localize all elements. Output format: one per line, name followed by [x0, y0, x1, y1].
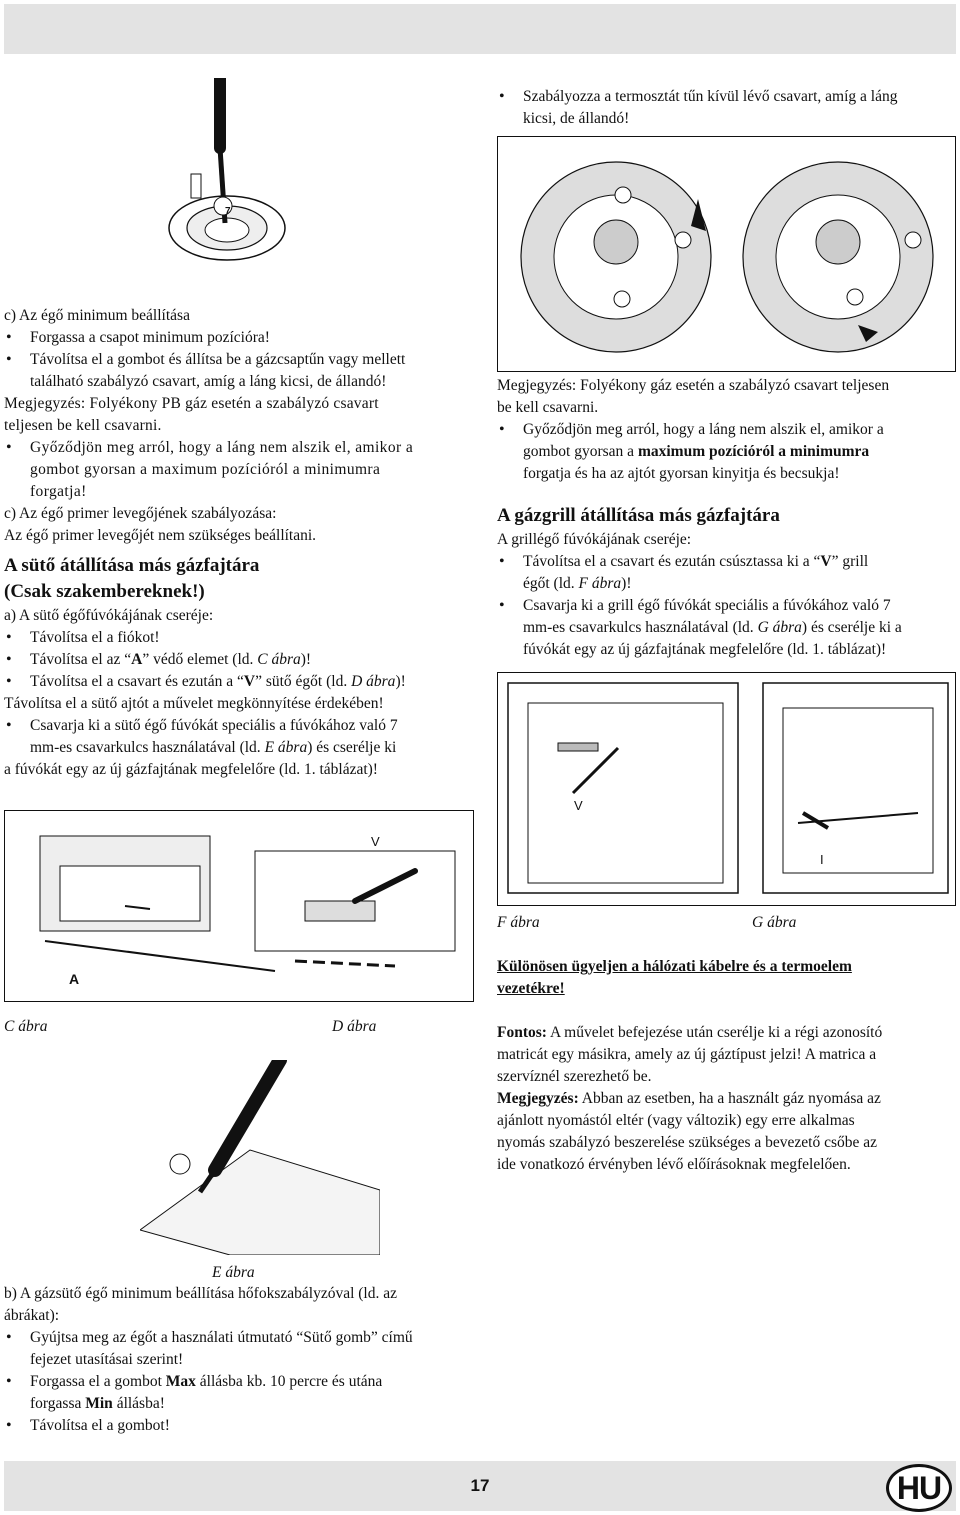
right-column-mid — [497, 375, 957, 661]
figure-thermostat — [497, 136, 956, 372]
text-line: Távolítsa el a sütő ajtót a művelet megkönnyítése érdekében! — [4, 695, 384, 712]
section-a-title: a) A sütő égőfúvókájának cseréje: — [4, 607, 214, 624]
bullet-item: • Szabályozza a termosztát tűn kívül lévő csavart, amíg a láng kicsi, de állandó! — [497, 86, 957, 130]
bullet-item: • Távolítsa el az “A” védő elemet (ld. C ábra)! — [4, 649, 472, 671]
header-bar — [4, 4, 956, 54]
section-b-title: b) A gázsütő égő minimum beállítása hőfokszabályzóval (ld. az ábrákat): — [4, 1285, 397, 1324]
note: Megjegyzés: Abban az esetben, ha a használt gáz nyomása az ajánlott nyomástól eltér (vagy változik) egy erre alkalmas nyomás szabályzó beszerelése szükséges a bevezető csőbe az ide vonatkozó érvényben lévő előírásoknak megfelelően. — [497, 1090, 881, 1173]
right-column-bottom — [497, 956, 957, 1176]
label-i-g: I — [820, 852, 824, 867]
bullet-item: • Csavarja ki a sütő égő fúvókát speciális a fúvókához való 7 mm-es csavarkulcs használatával (ld. E ábra) és cserélje ki — [4, 715, 472, 759]
label-7: 7 — [225, 206, 231, 217]
heading-grill: A gázgrill átállítása más gázfajtára — [497, 505, 780, 526]
left-column-top — [4, 305, 472, 781]
section-c-title: c) Az égő minimum beállítása — [4, 307, 190, 324]
warning: Különösen ügyeljen a hálózati kábelre és a termoelem vezetékre! — [497, 958, 852, 997]
bullet-item: • Forgassa a csapot minimum pozícióra! — [4, 327, 472, 349]
caption-e: E ábra — [212, 1264, 255, 1281]
bullet-item: • Távolítsa el a fiókot! — [4, 627, 472, 649]
thermostat-illustration — [498, 137, 955, 371]
caption-g: G ábra — [752, 914, 797, 931]
page-number: 17 — [470, 1476, 490, 1495]
caption-d: D ábra — [332, 1018, 377, 1035]
nozzle-wrench-illustration — [140, 1060, 380, 1255]
caption-f: F ábra — [497, 914, 540, 931]
important-note: Fontos: A művelet befejezése után cserélje ki a régi azonosító matricát egy másikra, amely az új gáztípust jelzi! A matrica a szervíznél szerezhető be. — [497, 1024, 883, 1085]
oven-grill-illustration — [498, 673, 955, 905]
caption-c: C ábra — [4, 1018, 48, 1035]
figure-e — [140, 1060, 380, 1255]
language-badge: HU — [886, 1464, 952, 1512]
note: Megjegyzés: Folyékony gáz esetén a szabályzó csavart teljesen be kell csavarni. — [497, 377, 890, 416]
right-column-top — [497, 86, 957, 130]
bullet-item: • Győződjön meg arról, hogy a láng nem alszik el, amikor a gombot gyorsan a maximum pozícióról a minimumra forgatja! — [4, 437, 472, 503]
tap-illustration — [165, 78, 315, 288]
left-column-bottom — [4, 1283, 472, 1437]
bullet-item: • Távolítsa el a gombot és állítsa be a gázcsaptűn vagy mellett található szabályzó csavart, amíg a láng kicsi, de állandó! — [4, 349, 472, 393]
bullet-item: • Forgassa el a gombot Max állásba kb. 10 percre és utána forgassa Min állásba! — [4, 1371, 472, 1415]
section-c2-title: c) Az égő primer levegőjének szabályozása: — [4, 505, 277, 522]
bullet-item: • Csavarja ki a grill égő fúvókát speciális a fúvókához való 7 mm-es csavarkulcs használatával (ld. G ábra) és cserélje ki a fúvókát egy az új gázfajtának megfelelőre (ld. 1. táblázat)! — [497, 595, 957, 661]
text-line: a fúvókát egy az új gázfajtának megfelelőre (ld. 1. táblázat)! — [4, 761, 378, 778]
figure-c-d — [4, 810, 474, 1002]
bullet-item: • Távolítsa el a csavart és ezután csúsztassa ki a “V” grill égőt (ld. F ábra)! — [497, 551, 957, 595]
grill-subtitle: A grillégő fúvókájának cseréje: — [497, 531, 692, 548]
label-v-d: V — [371, 834, 380, 849]
bullet-item: • Távolítsa el a csavart és ezután a “V” sütő égőt (ld. D ábra)! — [4, 671, 472, 693]
figure-tap-screwdriver — [165, 78, 315, 288]
bullet-item: • Távolítsa el a gombot! — [4, 1415, 472, 1437]
section-c2-text: Az égő primer levegőjét nem szükséges beállítani. — [4, 527, 317, 544]
label-a-c: A — [69, 971, 80, 987]
label-v-f: V — [574, 798, 583, 813]
figure-f-g — [497, 672, 956, 906]
heading-oven: A sütő átállítása más gázfajtára (Csak szakembereknek!) — [4, 555, 260, 602]
bullet-item: • Gyújtsa meg az égőt a használati útmutató “Sütő gomb” című fejezet utasításai szerint! — [4, 1327, 472, 1371]
note: Megjegyzés: Folyékony PB gáz esetén a szabályzó csavart teljesen be kell csavarni. — [4, 395, 379, 434]
bullet-item: • Győződjön meg arról, hogy a láng nem alszik el, amikor a gombot gyorsan a maximum pozícióról a minimumra forgatja és ha az ajtót gyorsan kinyitja és becsukja! — [497, 419, 957, 485]
